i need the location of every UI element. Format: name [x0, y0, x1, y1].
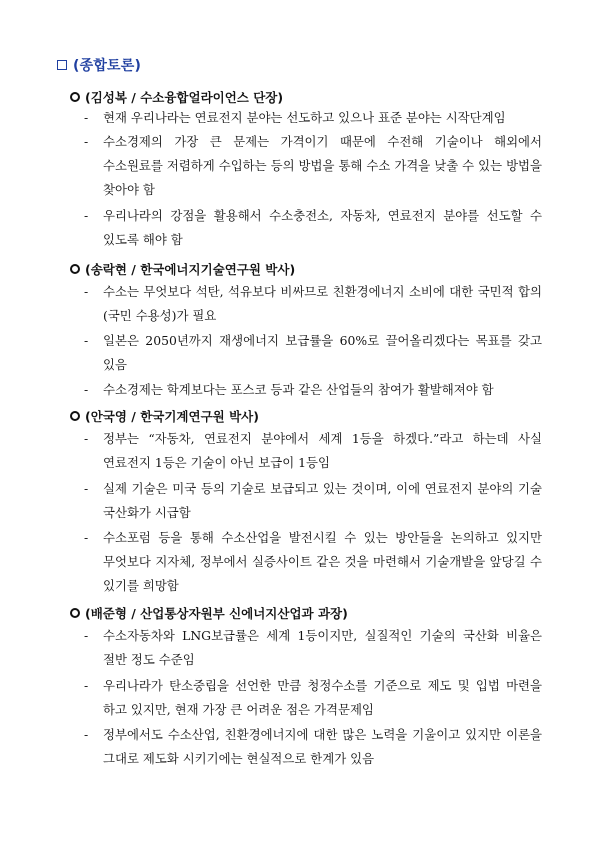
section-title-text: (종합토론) — [73, 58, 142, 74]
speaker-heading — [70, 604, 348, 622]
circle-bullet-icon — [70, 411, 80, 421]
dash-marker: - — [84, 727, 89, 742]
dash-marker: - — [84, 678, 89, 693]
dash-marker: - — [84, 110, 89, 125]
dash-marker: - — [84, 431, 89, 446]
list-item — [84, 477, 542, 525]
list-item — [84, 674, 542, 722]
speaker-name: (김성복 / 수소융합얼라이언스 단장) — [85, 90, 284, 105]
dash-marker: - — [84, 208, 89, 223]
list-item-text: 수소자동차와 LNG보급률은 세계 1등이지만, 실질적인 기술의 국산화 비율은 절반 정도 수준임 — [103, 628, 542, 667]
dash-marker: - — [84, 134, 89, 149]
speaker-heading — [70, 407, 259, 425]
list-item — [84, 378, 542, 402]
list-item — [84, 723, 542, 771]
square-bullet-icon — [57, 60, 67, 70]
list-item-text: 정부에서도 수소산업, 친환경에너지에 대한 많은 노력을 기울이고 있지만 이론을 그대로 제도화 시키기에는 현실적으로 한계가 있음 — [103, 727, 542, 766]
list-item — [84, 427, 542, 475]
circle-bullet-icon — [70, 92, 80, 102]
speaker-heading — [70, 260, 295, 278]
list-item — [84, 106, 542, 130]
list-item — [84, 130, 542, 202]
list-item-text: 일본은 2050년까지 재생에너지 보급률을 60%로 끌어올리겠다는 목표를 갖고 있음 — [103, 333, 542, 372]
list-item-text: 수소경제는 학계보다는 포스코 등과 같은 산업들의 참여가 활발해져야 함 — [103, 382, 494, 397]
speaker-name: (배준형 / 산업통상자원부 신에너지산업과 과장) — [85, 606, 348, 621]
dash-marker: - — [84, 481, 89, 496]
list-item-text: 정부는 “자동차, 연료전지 분야에서 세계 1등을 하겠다.”라고 하는데 사실 연료전지 1등은 기술이 아닌 보급이 1등임 — [103, 431, 542, 470]
dash-marker: - — [84, 530, 89, 545]
list-item-text: 현재 우리나라는 연료전지 분야는 선도하고 있으나 표준 분야는 시작단계임 — [103, 110, 506, 125]
list-item — [84, 280, 542, 328]
speaker-name: (안국영 / 한국기계연구원 박사) — [85, 409, 259, 424]
dash-marker: - — [84, 382, 89, 397]
list-item-text: 수소는 무엇보다 석탄, 석유보다 비싸므로 친환경에너지 소비에 대한 국민적 합의(국민 수용성)가 필요 — [103, 284, 542, 323]
list-item — [84, 329, 542, 377]
dash-marker: - — [84, 333, 89, 348]
list-item — [84, 624, 542, 672]
list-item-text: 수소경제의 가장 큰 문제는 가격이기 때문에 수전해 기술이나 해외에서 수소원료를 저렴하게 수입하는 등의 방법을 통해 수소 가격을 낮출 수 있는 방법을 찾아야 함 — [103, 134, 542, 197]
circle-bullet-icon — [70, 264, 80, 274]
speaker-name: (송락현 / 한국에너지기술연구원 박사) — [85, 262, 296, 277]
dash-marker: - — [84, 284, 89, 299]
list-item-text: 우리나라가 탄소중립을 선언한 만큼 청정수소를 기준으로 제도 및 입법 마련을 하고 있지만, 현재 가장 큰 어려운 점은 가격문제임 — [103, 678, 542, 717]
section-heading — [57, 55, 141, 75]
list-item — [84, 204, 542, 252]
list-item-text: 수소포럼 등을 통해 수소산업을 발전시킬 수 있는 방안들을 논의하고 있지만 무엇보다 지자체, 정부에서 실증사이트 같은 것을 마련해서 기술개발을 앞당길 수 있기를 희망함 — [103, 530, 542, 593]
dash-marker: - — [84, 628, 89, 643]
circle-bullet-icon — [70, 608, 80, 618]
list-item — [84, 526, 542, 598]
speaker-heading — [70, 88, 283, 106]
list-item-text: 실제 기술은 미국 등의 기술로 보급되고 있는 것이며, 이에 연료전지 분야의 기술 국산화가 시급함 — [103, 481, 542, 520]
list-item-text: 우리나라의 강점을 활용해서 수소충전소, 자동차, 연료전지 분야를 선도할 수 있도록 해야 함 — [103, 208, 542, 247]
